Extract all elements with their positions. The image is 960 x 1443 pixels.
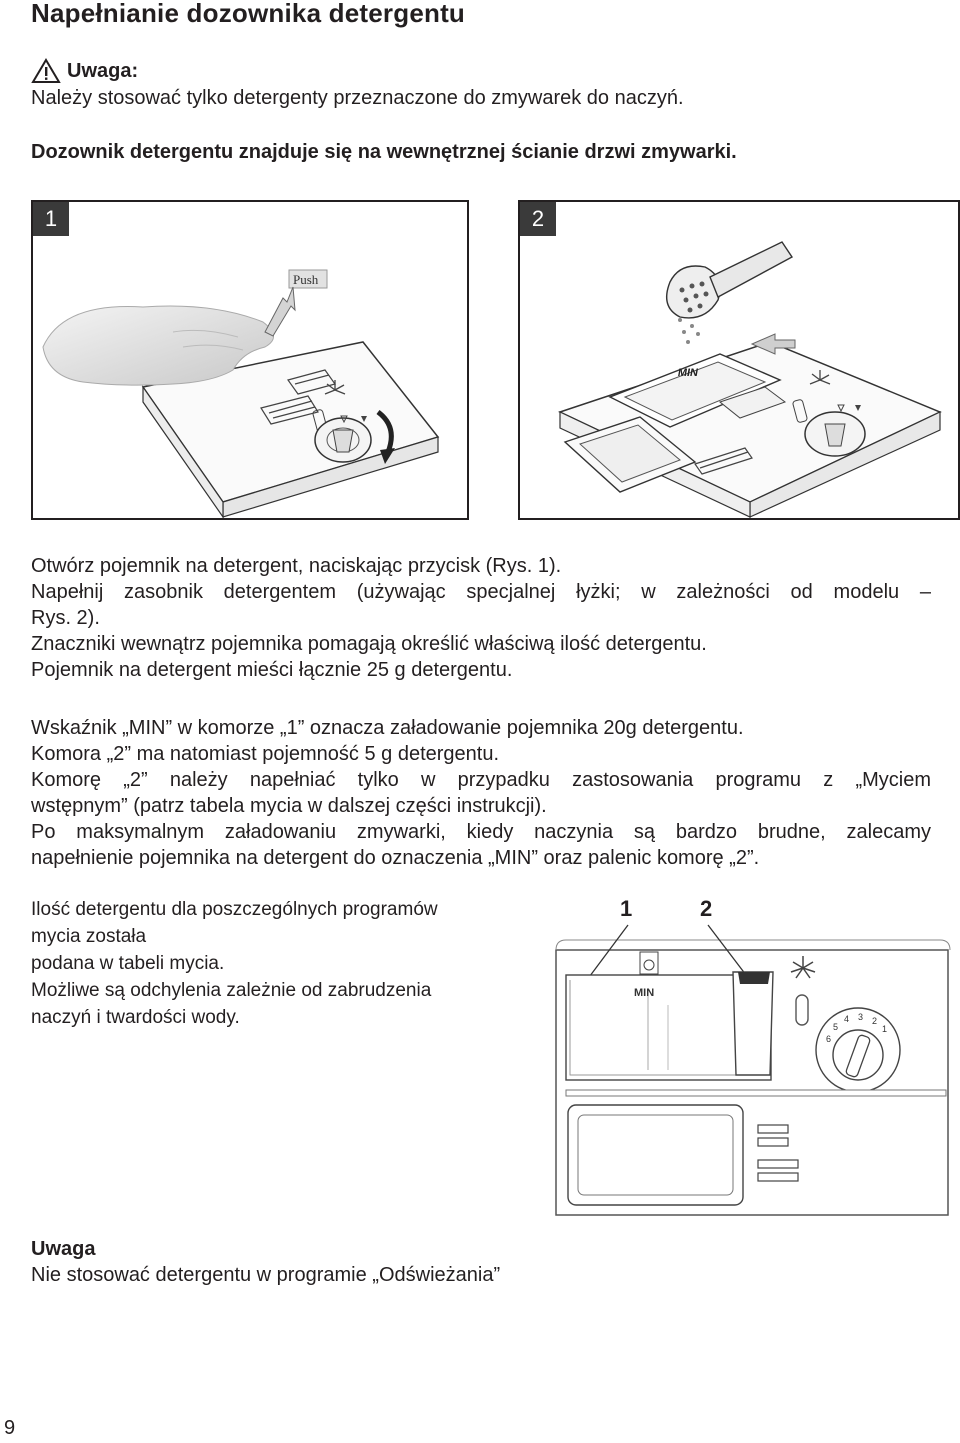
dial-number-5: 5 (833, 1022, 839, 1032)
min-label-diagram: MIN (634, 987, 655, 999)
amount-note-5: naczyń i twardości wody. (31, 1007, 240, 1028)
figure-2-illustration (520, 202, 958, 518)
detail-line-5: Po maksymalnym załadowaniu zmywarki, kiedy naczynia są bardzo brudne, zalecamy (31, 821, 931, 843)
warning-label: Uwaga: (67, 59, 139, 82)
instruction-line-3: Rys. 2). (31, 607, 100, 629)
diagram-label-1: 1 (620, 896, 633, 921)
dial-number-1: 1 (882, 1024, 888, 1034)
detail-line-1: Wskaźnik „MIN” w komorze „1” oznacza załadowanie pojemnika 20g detergentu. (31, 717, 744, 739)
figure-2-number: 2 (520, 202, 556, 236)
warning-triangle-icon (31, 58, 61, 84)
figure-1-illustration (33, 202, 467, 518)
note-text: Nie stosować detergentu w programie „Odświeżania” (31, 1264, 501, 1286)
amount-note-3: podana w tabeli mycia. (31, 953, 225, 974)
instruction-line-2: Napełnij zasobnik detergentem (używając specjalnej łyżki; w zależności od modelu – (31, 581, 931, 603)
location-text: Dozownik detergentu znajduje się na wewnętrznej ścianie drzwi zmywarki. (31, 141, 737, 163)
detail-line-2: Komora „2” ma natomiast pojemność 5 g detergentu. (31, 743, 500, 765)
figure-1 (31, 200, 469, 520)
dial-number-4: 4 (844, 1014, 850, 1024)
warning-heading (31, 58, 138, 84)
instruction-line-1: Otwórz pojemnik na detergent, naciskając przycisk (Rys. 1). (31, 555, 562, 577)
page-title: Napełnianie dozownika detergentu (31, 0, 466, 28)
instruction-line-5: Pojemnik na detergent mieści łącznie 25 g detergentu. (31, 659, 513, 681)
figure-1-number: 1 (33, 202, 69, 236)
page-number: 9 (4, 1417, 16, 1439)
amount-note-4: Możliwe są odchylenia zależnie od zabrudzenia (31, 980, 432, 1001)
detail-line-6: napełnienie pojemnika na detergent do oznaczenia „MIN” oraz palenic komorę „2”. (31, 847, 760, 869)
detail-line-4: wstępnym” (patrz tabela mycia w dalszej części instrukcji). (31, 795, 547, 817)
instruction-line-4: Znaczniki wewnątrz pojemnika pomagają określić właściwą ilość detergentu. (31, 633, 707, 655)
figure-2 (518, 200, 960, 520)
warning-text: Należy stosować tylko detergenty przeznaczone do zmywarek do naczyń. (31, 87, 684, 109)
min-label-fig2: MIN (676, 367, 700, 379)
dial-number-6: 6 (826, 1034, 832, 1044)
dial-number-3: 3 (858, 1012, 864, 1022)
diagram-label-2: 2 (700, 896, 713, 921)
push-label: Push (293, 272, 319, 287)
detail-line-3: Komorę „2” należy napełniać tylko w przypadku zastosowania programu z „Myciem (31, 769, 931, 791)
dispenser-diagram (548, 920, 958, 1220)
note-label: Uwaga (31, 1238, 96, 1260)
dial-number-2: 2 (872, 1016, 878, 1026)
amount-note-2: mycia została (31, 926, 147, 947)
amount-note-1: Ilość detergentu dla poszczególnych programów (31, 899, 438, 920)
